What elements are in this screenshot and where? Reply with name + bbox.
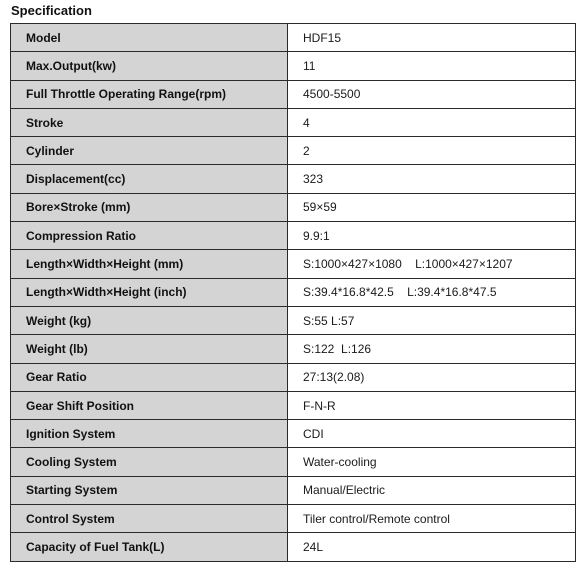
row-label: Displacement(cc) <box>11 165 288 193</box>
row-label: Model <box>11 24 288 52</box>
table-row-operating-range <box>11 80 576 108</box>
row-value: 24L <box>288 533 576 561</box>
row-label: Full Throttle Operating Range(rpm) <box>11 80 288 108</box>
table-row-gear-ratio <box>11 363 576 391</box>
row-value: 4 <box>288 108 576 136</box>
row-label: Compression Ratio <box>11 222 288 250</box>
row-value: Tiler control/Remote control <box>288 505 576 533</box>
row-value: S:1000×427×1080 L:1000×427×1207 <box>288 250 576 278</box>
row-label: Gear Ratio <box>11 363 288 391</box>
table-row-cooling <box>11 448 576 476</box>
row-value: 11 <box>288 52 576 80</box>
table-row-weight-lb <box>11 335 576 363</box>
table-row-stroke <box>11 108 576 136</box>
table-row-bore-stroke <box>11 193 576 221</box>
row-label: Starting System <box>11 476 288 504</box>
row-label: Gear Shift Position <box>11 391 288 419</box>
table-row-dimensions-mm <box>11 250 576 278</box>
row-label: Length×Width×Height (inch) <box>11 278 288 306</box>
row-label: Length×Width×Height (mm) <box>11 250 288 278</box>
row-value: S:122 L:126 <box>288 335 576 363</box>
row-label: Cooling System <box>11 448 288 476</box>
row-value: Water-cooling <box>288 448 576 476</box>
row-value: 4500-5500 <box>288 80 576 108</box>
table-row-model <box>11 24 576 52</box>
row-label: Weight (lb) <box>11 335 288 363</box>
row-value: CDI <box>288 420 576 448</box>
row-value: F-N-R <box>288 391 576 419</box>
row-value: 59×59 <box>288 193 576 221</box>
row-value: S:39.4*16.8*42.5 L:39.4*16.8*47.5 <box>288 278 576 306</box>
row-label: Cylinder <box>11 137 288 165</box>
table-row-max-output <box>11 52 576 80</box>
row-value: 9.9:1 <box>288 222 576 250</box>
table-row-dimensions-inch <box>11 278 576 306</box>
row-value: 2 <box>288 137 576 165</box>
row-label: Capacity of Fuel Tank(L) <box>11 533 288 561</box>
row-label: Stroke <box>11 108 288 136</box>
row-value: 323 <box>288 165 576 193</box>
table-row-weight-kg <box>11 306 576 334</box>
row-value: Manual/Electric <box>288 476 576 504</box>
table-row-gear-shift <box>11 391 576 419</box>
table-row-cylinder <box>11 137 576 165</box>
table-row-displacement <box>11 165 576 193</box>
row-value: HDF15 <box>288 24 576 52</box>
table-row-control <box>11 505 576 533</box>
specification-table <box>10 23 576 562</box>
row-label: Bore×Stroke (mm) <box>11 193 288 221</box>
table-row-fuel-tank <box>11 533 576 561</box>
row-label: Weight (kg) <box>11 306 288 334</box>
table-row-starting <box>11 476 576 504</box>
row-label: Ignition System <box>11 420 288 448</box>
row-value: 27:13(2.08) <box>288 363 576 391</box>
table-row-ignition <box>11 420 576 448</box>
table-row-compression-ratio <box>11 222 576 250</box>
page-title: Specification <box>11 3 92 18</box>
row-label: Max.Output(kw) <box>11 52 288 80</box>
row-label: Control System <box>11 505 288 533</box>
row-value: S:55 L:57 <box>288 306 576 334</box>
